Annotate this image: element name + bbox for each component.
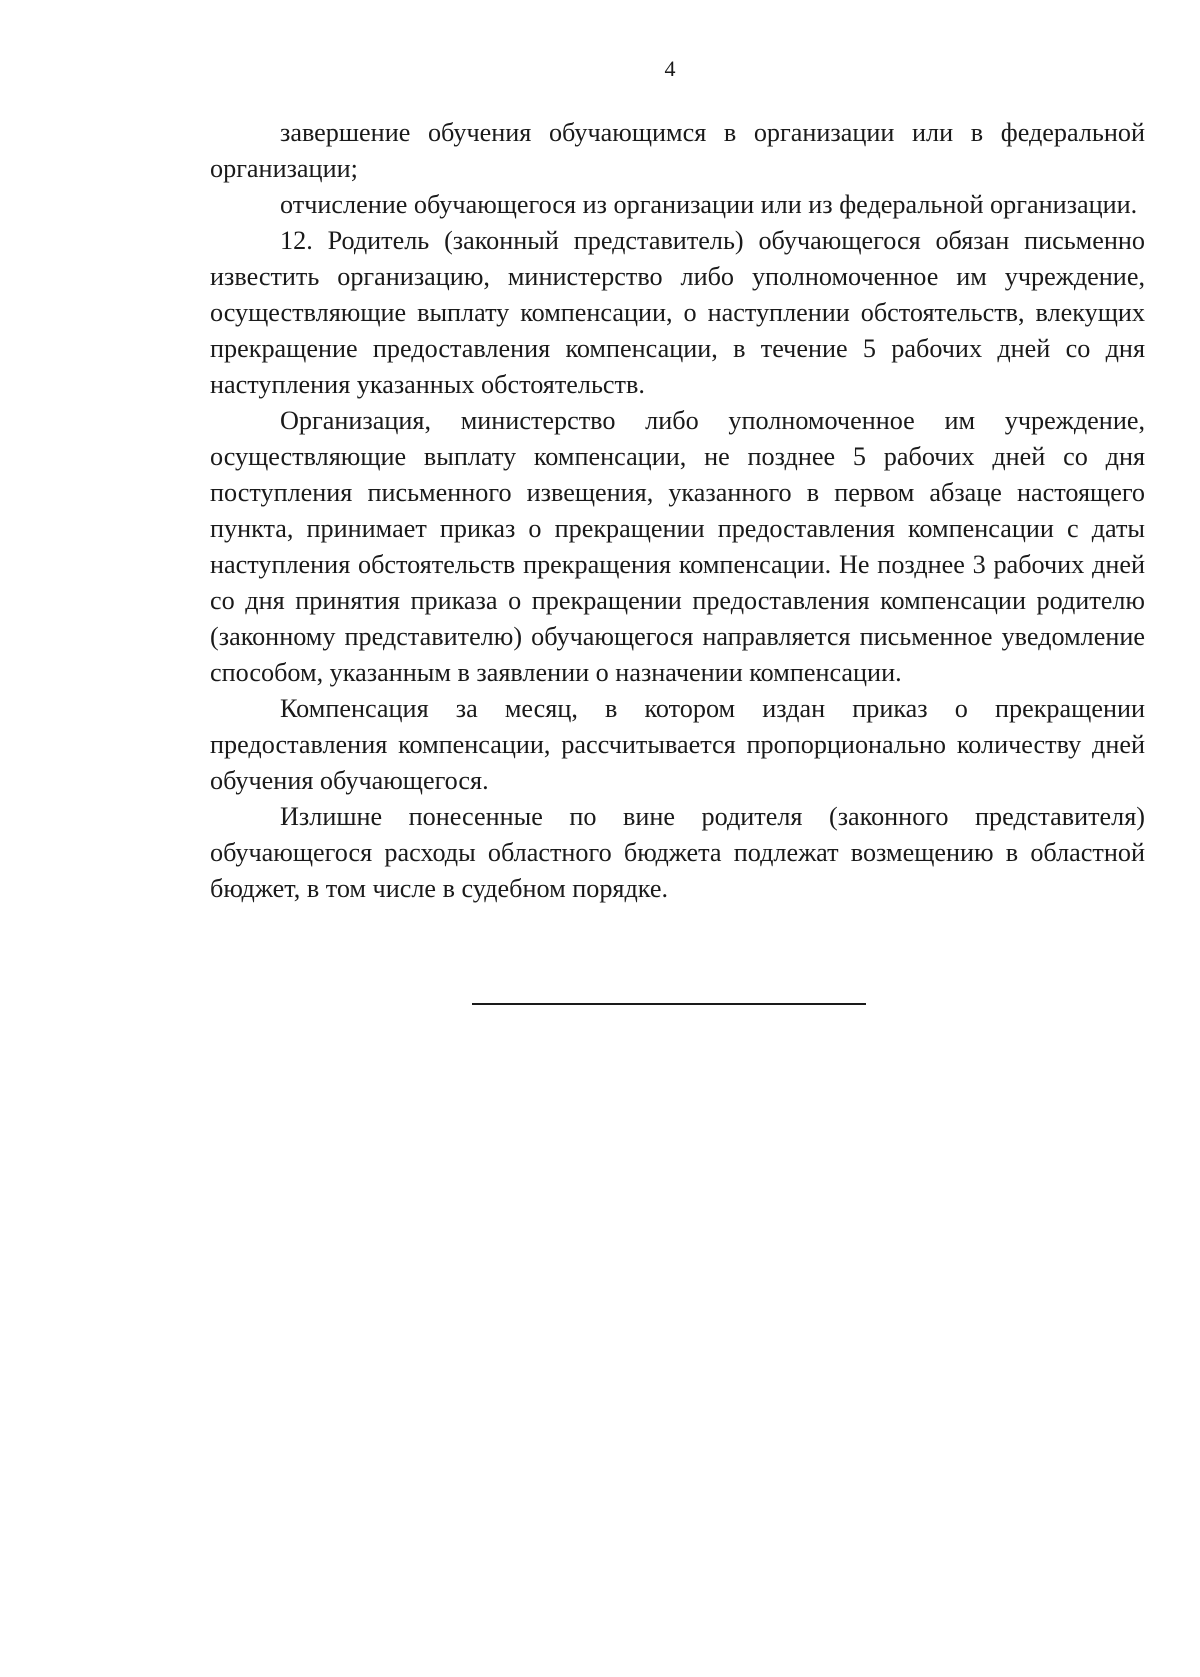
page-number: 4 xyxy=(664,56,676,81)
paragraph-termination-order: Организация, министерство либо уполномоченное им учреждение, осуществляющие выплату компенсации, не позднее 5 рабочих дней со дня поступления письменного извещения, указанного в первом абзаце настоящего пункта, принимает приказ о прекращении предоставления компенсации с даты наступления обстоятельств прекращения компенсации. Не позднее 3 рабочих дней со дня принятия приказа о прекращении предоставления компенсации родителю (законному представителю) обучающегося направляется письменное уведомление способом, указанным в заявлении о назначении компенсации. xyxy=(210,406,1145,687)
paragraph-reimbursement: Излишне понесенные по вине родителя (законного представителя) обучающегося расходы областного бюджета подлежат возмещению в областной бюджет, в том числе в судебном порядке. xyxy=(210,802,1145,903)
closing-divider xyxy=(472,1003,866,1005)
paragraph-completion: завершение обучения обучающимся в организации или в федеральной организации; xyxy=(210,118,1145,183)
paragraph-monthly-compensation: Компенсация за месяц, в котором издан приказ о прекращении предоставления компенсации, рассчитывается пропорционально количеству дней обучения обучающегося. xyxy=(210,694,1145,795)
paragraph-expulsion: отчисление обучающегося из организации или из федеральной организации. xyxy=(280,190,1138,219)
paragraph-item-12: 12. Родитель (законный представитель) обучающегося обязан письменно известить организацию, министерство либо уполномоченное им учреждение, осуществляющие выплату компенсации, о наступлении обстоятельств, влекущих прекращение предоставления компенсации, в течение 5 рабочих дней со дня наступления указанных обстоятельств. xyxy=(210,226,1145,399)
document-body xyxy=(210,115,1145,907)
